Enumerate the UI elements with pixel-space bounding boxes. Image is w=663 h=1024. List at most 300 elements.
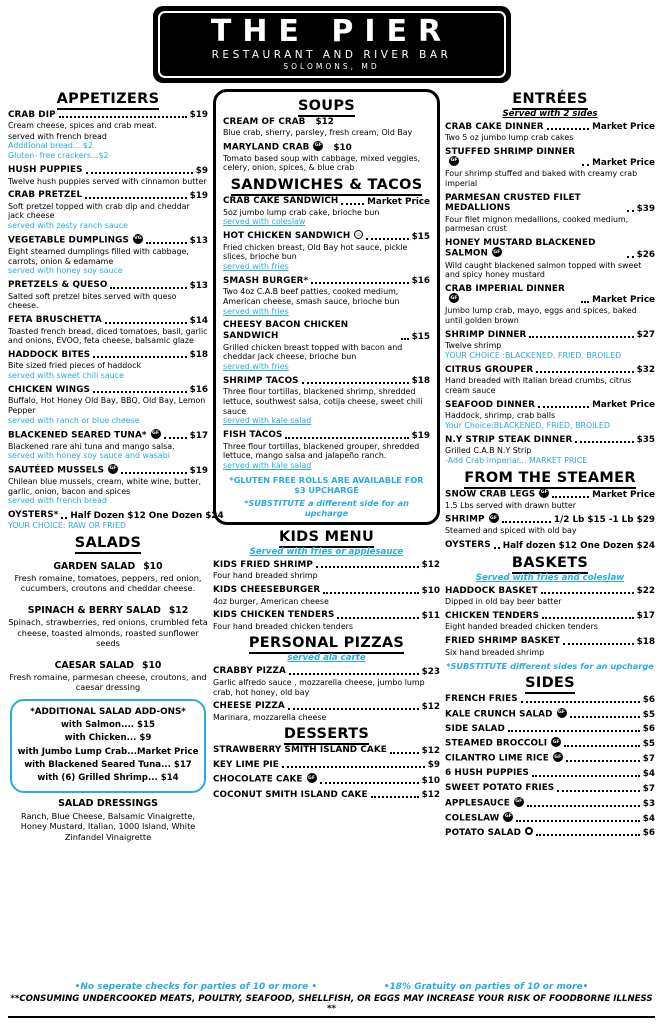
item-row	[8, 315, 208, 326]
dot-leader	[302, 382, 409, 384]
section-title: KIDS MENU	[213, 529, 440, 545]
gluten-free-icon: GF	[307, 773, 317, 783]
item-row	[445, 238, 655, 260]
item-price: $11	[421, 610, 441, 621]
item-description: Cream cheese, spices and crab meat.	[8, 121, 157, 131]
section-footnote: *SUBSTITUTE different sides for an upcharge	[446, 661, 654, 672]
add-on-line: with Jumbo Lump Crab...Market Price	[17, 746, 199, 757]
item-name: KIDS CHICKEN TENDERS	[213, 610, 335, 621]
menu-item-n-y-strip-steak-dinner	[445, 435, 655, 466]
menu-item-crab-dip	[8, 110, 208, 162]
item-price: $6	[642, 724, 655, 735]
dot-leader	[320, 782, 419, 784]
item-name: CHEESE PIZZA	[213, 701, 285, 712]
item-row	[213, 790, 440, 801]
salad-add-ons-box	[10, 699, 206, 793]
dot-leader	[532, 775, 640, 777]
dot-leader	[566, 760, 640, 762]
dot-leader	[85, 197, 186, 199]
item-price: $35	[636, 435, 655, 446]
item-description: Steamed and spiced with old bay	[445, 526, 577, 536]
item-name: VEGETABLE DUMPLINGS VG	[8, 235, 142, 246]
section-title: SANDWICHES & TACOS	[223, 177, 430, 193]
item-name: KIDS FRIED SHRIMP	[213, 559, 313, 570]
item-row	[445, 540, 655, 551]
menu-item-oysters	[8, 510, 224, 530]
block-text: Ranch, Blue Cheese, Balsamic Vinaigrette, Honey Mustard, Italian, 1000 Island, White Zinfandel Vinaigrette	[20, 810, 196, 843]
item-note: served with honey soy sauce and wasabi	[8, 451, 170, 461]
item-price: $9	[195, 165, 208, 176]
item-note: YOUR CHOICE :BLACKENED, FRIED, BROILED	[445, 350, 622, 360]
dot-leader	[547, 128, 589, 130]
item-row	[445, 514, 655, 525]
food-safety-disclaimer: **CONSUMING UNDERCOOKED MEATS, POULTRY, SEAFOOD, SHELLFISH, OR EGGS MAY INCREASE YOUR RISK OF FOODBORNE ILLNESS **	[8, 994, 655, 1018]
dot-leader	[570, 716, 640, 718]
item-price: Market Price	[592, 158, 655, 169]
item-price: $12	[421, 790, 441, 801]
item-price: Half dozen $12 One Dozen $24	[502, 540, 655, 551]
section-title: SALADS	[8, 535, 208, 551]
item-price: $12	[421, 560, 441, 571]
item-name-price	[8, 598, 208, 617]
item-description: Soft pretzel topped with crab dip and cheddar jack cheese	[8, 201, 190, 221]
dot-leader	[323, 592, 418, 594]
item-row	[8, 110, 208, 121]
dot-leader	[521, 701, 640, 703]
item-price: $13	[189, 280, 208, 291]
dot-leader	[371, 796, 419, 798]
item-description: Spinach, strawberries, red onions, crumbled feta cheese, toasted almonds, roasted sunflower seeds	[8, 617, 208, 648]
gluten-free-icon: GF	[503, 812, 513, 822]
item-description: Eight steamed dumplings filled with cabbage, carrots, onion & edamame	[8, 247, 189, 266]
item-name: CRAB CAKE SANDWICH	[223, 196, 339, 207]
dot-leader	[527, 805, 640, 807]
menu-item-french-fries	[445, 694, 655, 705]
item-price: $27	[636, 330, 655, 341]
item-row	[213, 760, 440, 771]
item-description: Blackened rare ahi tuna and mango salsa.	[8, 441, 175, 451]
section-desserts	[213, 726, 440, 800]
item-note: YOUR CHOICE: RAW OR FRIED	[8, 520, 127, 530]
menu-item-fried-shrimp-basket	[445, 636, 655, 657]
item-price: $12	[421, 701, 441, 712]
item-price: $7	[642, 783, 655, 794]
menu-item-snow-crab-legs	[445, 489, 655, 511]
item-price: $18	[189, 350, 208, 361]
item-price: $15	[411, 231, 431, 242]
item-name: 6 HUSH PUPPIES	[445, 768, 529, 779]
menu-item-crabby-pizza	[213, 666, 440, 697]
dot-leader	[542, 617, 634, 619]
item-name: POTATO SALAD	[445, 828, 533, 839]
item-row	[445, 768, 655, 779]
item-name: APPLESAUCE GF	[445, 798, 523, 809]
dot-leader	[341, 203, 364, 205]
item-price: $32	[636, 365, 655, 376]
item-price: $4	[642, 768, 655, 779]
section-from-the-steamer	[445, 470, 655, 551]
item-description: Salted soft pretzel bites served with queso cheese.	[8, 291, 177, 311]
column-middle	[213, 87, 440, 805]
item-price: $5	[642, 709, 655, 720]
item-row	[8, 165, 208, 176]
item-description: Twelve hush puppies served with cinnamon butter	[8, 176, 207, 186]
item-row	[8, 465, 208, 476]
item-description: Buffalo, Hot Honey Old Bay, BBQ, Old Bay, Lemon Pepper	[8, 396, 206, 416]
dot-leader	[164, 437, 187, 439]
item-note: Additional bread... $2	[8, 141, 93, 151]
item-description: Three flour tortillas, blackened grouper, shredded lettuce, mango salsa and jalapeño ranch.	[223, 441, 420, 461]
menu-item-6-hush-puppies	[445, 768, 655, 779]
item-name: STEAMED BROCCOLI GF	[445, 738, 560, 749]
dot-leader	[110, 287, 186, 289]
section-title: SIDES	[445, 675, 655, 691]
item-price: $19	[189, 110, 208, 121]
item-row	[8, 510, 224, 521]
item-description: served with french bread	[8, 131, 107, 141]
item-price: $16	[411, 276, 431, 287]
menu-item-cilantro-lime-rice	[445, 753, 655, 764]
block-title: SALAD DRESSINGS	[58, 797, 158, 809]
dot-leader	[557, 790, 640, 792]
section-subtitle: Served with fries or applesauce	[249, 546, 404, 557]
menu-item-potato-salad	[445, 828, 655, 839]
item-price: $15	[411, 331, 431, 342]
section-footnote: *GLUTEN FREE ROLLS ARE AVAILABLE FOR $3 UPCHARGE	[229, 474, 424, 495]
section-title: DESSERTS	[213, 726, 440, 742]
dot-leader	[502, 521, 551, 523]
gluten-free-icon: GF	[108, 464, 118, 474]
menu-item-hot-chicken-sandwich	[223, 231, 430, 272]
item-name: FETA BRUSCHETTA	[8, 315, 102, 325]
item-description: Fried chicken breast, Old Bay hot sauce, pickle slices, brioche bun	[223, 242, 408, 262]
item-name: OYSTERS*	[8, 510, 59, 521]
item-price: $10	[421, 585, 441, 596]
item-description: Garlic alfredo sauce , mozzarella cheese, jumbo lump crab, hot honey, old bay	[213, 677, 425, 697]
item-description: Four hand breaded chicken tenders	[213, 621, 354, 631]
dot-leader	[337, 617, 418, 619]
item-name: COCONUT SMITH ISLAND CAKE	[213, 789, 368, 800]
item-description: Wild caught blackened salmon topped with sweet and spicy honey mustard	[445, 260, 642, 280]
menu-item-saut-ed-mussels	[8, 465, 208, 506]
item-note: served with sweet chili sauce	[8, 371, 124, 381]
item-row	[445, 330, 655, 341]
gluten-free-icon: GF	[553, 752, 563, 762]
spicy-icon: ♨	[356, 230, 362, 238]
menu-item-seafood-dinner	[445, 400, 655, 431]
dot-leader	[552, 496, 589, 498]
item-name: SWEET POTATO FRIES	[445, 782, 555, 793]
item-name: GARDEN SALAD	[53, 560, 136, 572]
menu-item-pretzels-queso	[8, 280, 208, 311]
item-price: $14	[189, 315, 208, 326]
item-row	[223, 196, 430, 207]
menu-item-honey-mustard-blackened-salmon	[445, 238, 655, 280]
item-name: FISH TACOS	[223, 430, 283, 441]
add-on-line: *ADDITIONAL SALAD ADD-ONS*	[30, 706, 186, 717]
item-price: $17	[189, 430, 208, 441]
item-description: Bite sized fried pieces of haddock	[8, 361, 142, 371]
item-price: $23	[421, 666, 441, 677]
item-row	[445, 122, 655, 133]
item-row	[445, 193, 655, 214]
item-name: SHRIMP GF	[445, 514, 498, 525]
item-note: served with zesty ranch sauce	[8, 221, 128, 231]
menu-item-smash-burger	[223, 276, 430, 317]
dot-leader	[541, 592, 634, 594]
item-name: CRAB IMPERIAL DINNERGF	[445, 284, 578, 306]
item-name: CAESAR SALAD	[54, 660, 134, 672]
dot-leader	[401, 338, 409, 340]
gluten-free-icon: GF	[313, 141, 323, 151]
menu-item-crab-imperial-dinner	[445, 284, 655, 326]
item-price: Market Price	[592, 400, 655, 411]
gluten-free-icon: GF	[489, 513, 499, 523]
item-row	[213, 701, 440, 712]
add-on-line: with Blackened Seared Tuna... $17	[24, 760, 192, 771]
item-row	[445, 284, 655, 306]
boxed-sections	[213, 89, 440, 525]
item-name: CHEESY BACON CHICKEN SANDWICH	[223, 320, 349, 342]
item-row	[223, 320, 430, 341]
dot-leader	[529, 336, 633, 338]
item-row	[445, 753, 655, 764]
item-name: CHOCOLATE CAKE GF	[213, 774, 316, 785]
item-price: $10	[143, 560, 163, 572]
item-price: $19	[189, 190, 208, 201]
item-name: HADDOCK BASKET	[445, 585, 538, 596]
menu-item-parmesan-crusted-filet-medallions	[445, 193, 655, 234]
item-description: Four shrimp stuffed and baked with creamy crab imperial	[445, 169, 638, 188]
item-price: Market Price	[592, 489, 655, 500]
item-row	[445, 435, 655, 446]
item-row	[445, 400, 655, 411]
menu-item-blackened-seared-tuna	[8, 430, 208, 462]
item-price: $9	[427, 760, 441, 771]
dot-leader	[627, 210, 634, 212]
menu-item-shrimp-tacos	[223, 376, 430, 426]
dot-leader	[627, 256, 634, 258]
item-description: Six hand breaded shrimp	[445, 647, 545, 657]
item-name: SNOW CRAB LEGS GF	[445, 489, 548, 500]
item-row	[445, 147, 655, 169]
section-salads	[8, 535, 208, 693]
dot-leader	[390, 752, 419, 754]
item-note: Your Choice:BLACKENED, FRIED, BROILED	[445, 420, 610, 430]
dot-leader	[288, 708, 419, 710]
item-price: Market Price	[592, 122, 655, 133]
item-price: $22	[636, 586, 655, 597]
item-name: SMASH BURGER*	[223, 275, 309, 286]
item-row	[223, 430, 430, 441]
item-note: served with french bread	[8, 496, 107, 506]
gratuity-note: •18% Gratuity on parties of 10 or more•	[383, 982, 589, 992]
menu-item-haddock-basket	[445, 586, 655, 607]
item-price: Market Price	[367, 196, 431, 207]
item-price: $18	[636, 636, 655, 647]
section-title: FROM THE STEAMER	[445, 470, 655, 486]
menu-columns	[8, 87, 655, 843]
dot-leader	[366, 238, 408, 240]
restaurant-location: SOLOMONS, MD	[283, 61, 380, 71]
item-price: 1/2 Lb $15 -1 Lb $29	[553, 515, 655, 526]
item-row	[445, 694, 655, 705]
section-subtitle: served ala carte	[287, 653, 366, 664]
item-name: CRAB DIP	[8, 109, 56, 120]
item-row	[223, 142, 430, 153]
menu-item-sweet-potato-fries	[445, 783, 655, 794]
dot-leader	[59, 116, 187, 118]
item-row	[445, 813, 655, 824]
item-name: CITRUS GROUPER	[445, 364, 534, 375]
item-name: FRENCH FRIES	[445, 694, 518, 705]
item-description: Tomato based soup with cabbage, mixed veggies, celery, onion, spices, & blue crab	[223, 153, 421, 173]
dot-leader	[61, 517, 67, 519]
gluten-free-icon: GF	[449, 293, 459, 303]
dot-leader	[516, 820, 639, 822]
no-separate-checks-note: •No seperate checks for parties of 10 or more •	[74, 982, 318, 992]
menu-item-crab-cake-sandwich	[223, 196, 430, 227]
item-row	[445, 783, 655, 794]
menu-item-crab-pretzel	[8, 190, 208, 231]
dot-leader	[86, 172, 193, 174]
item-row	[445, 489, 655, 500]
section-title: APPETIZERS	[8, 91, 208, 107]
menu-item-oysters	[445, 540, 655, 551]
item-row	[8, 235, 208, 246]
menu-item-spinach-berry-salad	[8, 598, 208, 648]
section-footnote: *SUBSTITUTE a different side for an upcharge	[244, 497, 409, 518]
item-description: Toasted french bread, diced tomatoes, basil, garlic and onions, EVOO, feta cheese, balsamic glaze	[8, 326, 208, 346]
item-price: $12	[315, 117, 334, 128]
item-price: $19	[189, 466, 208, 477]
item-row	[8, 350, 208, 361]
menu-item-kids-chicken-tenders	[213, 610, 440, 631]
menu-item-side-salad	[445, 724, 655, 735]
item-row	[213, 745, 440, 756]
menu-item-chocolate-cake	[213, 774, 440, 785]
item-row	[223, 117, 430, 128]
item-name-price	[8, 653, 208, 672]
item-description: Jumbo lump crab, mayo, eggs and spices, baked until golden brown	[445, 306, 637, 326]
footer-notes	[8, 982, 655, 992]
section-personal-pizzas	[213, 635, 440, 722]
section-sides	[445, 675, 655, 838]
item-note: served with coleslaw	[223, 217, 306, 227]
item-note: Gluten- free crackers...$2	[8, 151, 109, 161]
item-description: Four hand breaded shrimp	[213, 571, 318, 581]
dot-leader	[575, 441, 633, 443]
item-price: Half Dozen $12 One Dozen $24	[70, 510, 224, 521]
item-price: $16	[189, 385, 208, 396]
item-name: HUSH PUPPIES	[8, 165, 83, 176]
block-salad-dressings	[8, 798, 208, 843]
menu-item-citrus-grouper	[445, 365, 655, 396]
dot-leader	[508, 730, 640, 732]
restaurant-name: THE PIER	[210, 14, 453, 49]
item-price: $18	[411, 376, 431, 387]
dot-leader	[563, 643, 634, 645]
item-description: Grilled C.A.B N.Y Strip	[445, 446, 532, 456]
column-right	[445, 87, 655, 843]
item-row	[223, 376, 430, 387]
item-name: CRABBY PIZZA	[213, 666, 286, 677]
dot-leader	[536, 371, 633, 373]
item-row	[445, 586, 655, 597]
section-title: ENTRÉES	[445, 91, 655, 107]
item-description: Four filet mignon medallions, cooked medium, parmesan crust	[445, 214, 629, 234]
item-name: STRAWBERRY SMITH ISLAND CAKE	[213, 745, 387, 756]
section-title: BASKETS	[445, 555, 655, 571]
item-row	[8, 430, 208, 441]
gluten-free-icon: GF	[449, 156, 459, 166]
item-note: -Add Crab Imperial... MARKET PRICE	[445, 455, 588, 465]
item-price: $19	[411, 430, 431, 441]
item-name: MARYLAND CRAB GF	[223, 142, 322, 153]
item-name: FRIED SHRIMP BASKET	[445, 636, 561, 646]
dot-leader	[121, 472, 187, 474]
item-price: $12	[421, 745, 441, 756]
item-description: Fresh romaine, tomatoes, peppers, red onion, cucumbers, croutons and cheddar cheese.	[14, 572, 202, 594]
item-description: Twelve shrimp	[445, 341, 502, 351]
dot-leader	[538, 406, 589, 408]
item-price: $7	[642, 754, 655, 765]
gluten-free-icon: GF	[551, 737, 561, 747]
restaurant-logo-frame	[158, 11, 506, 78]
item-name: BLACKENED SEARED TUNA* GF	[8, 430, 160, 441]
menu-item-coconut-smith-island-cake	[213, 790, 440, 801]
item-description: Haddock, shrimp, crab balls	[445, 411, 556, 421]
item-name: CRAB PRETZEL	[8, 190, 83, 201]
item-row	[445, 636, 655, 647]
item-price: $6	[642, 828, 655, 839]
add-on-line: with Salmon.... $15	[60, 720, 155, 731]
item-row	[445, 738, 655, 749]
item-row	[445, 798, 655, 809]
item-price: $39	[636, 203, 655, 214]
item-description: Fresh romaine, parmesan cheese, croutons, and caesar dressing	[9, 672, 207, 693]
item-description: Three flour tortillas, blackened shrimp, shredded lettuce, southwest salsa, cotija cheese, sweet chili sauce	[223, 387, 423, 416]
menu-item-shrimp-dinner	[445, 330, 655, 361]
section-kids-menu	[213, 529, 440, 632]
section-appetizers	[8, 90, 224, 531]
add-on-line: with Chicken... $9	[64, 733, 152, 744]
item-row	[8, 190, 208, 201]
item-name: CHICKEN TENDERS	[445, 610, 540, 621]
item-row	[445, 709, 655, 720]
column-left	[8, 87, 224, 843]
item-note: served with honey soy sauce	[8, 266, 123, 276]
item-description: 1.5 Lbs served with drawn butter	[445, 500, 576, 510]
item-note: served with fries	[223, 306, 289, 316]
item-price: $4	[642, 813, 655, 824]
item-note: served with ranch or blue cheese	[8, 415, 140, 425]
item-description: Chilean blue mussels, cream, white wine, butter, garlic, onion, bacon and spices	[8, 477, 201, 496]
item-name: SPINACH & BERRY SALAD	[27, 605, 161, 617]
dot-leader	[146, 242, 187, 244]
item-price: Market Price	[592, 295, 655, 306]
item-name: SAUTÉED MUSSELS GF	[8, 465, 117, 476]
dot-leader	[93, 356, 186, 358]
menu-item-maryland-crab	[223, 142, 430, 173]
item-row	[445, 611, 655, 622]
add-on-line: with (6) Grilled Shrimp... $14	[37, 773, 179, 784]
item-name: SEAFOOD DINNER	[445, 399, 535, 410]
item-name: CILANTRO LIME RICE GF	[445, 753, 562, 764]
item-row	[445, 828, 655, 839]
item-name: N.Y STRIP STEAK DINNER	[445, 434, 573, 445]
dot-leader	[564, 745, 640, 747]
